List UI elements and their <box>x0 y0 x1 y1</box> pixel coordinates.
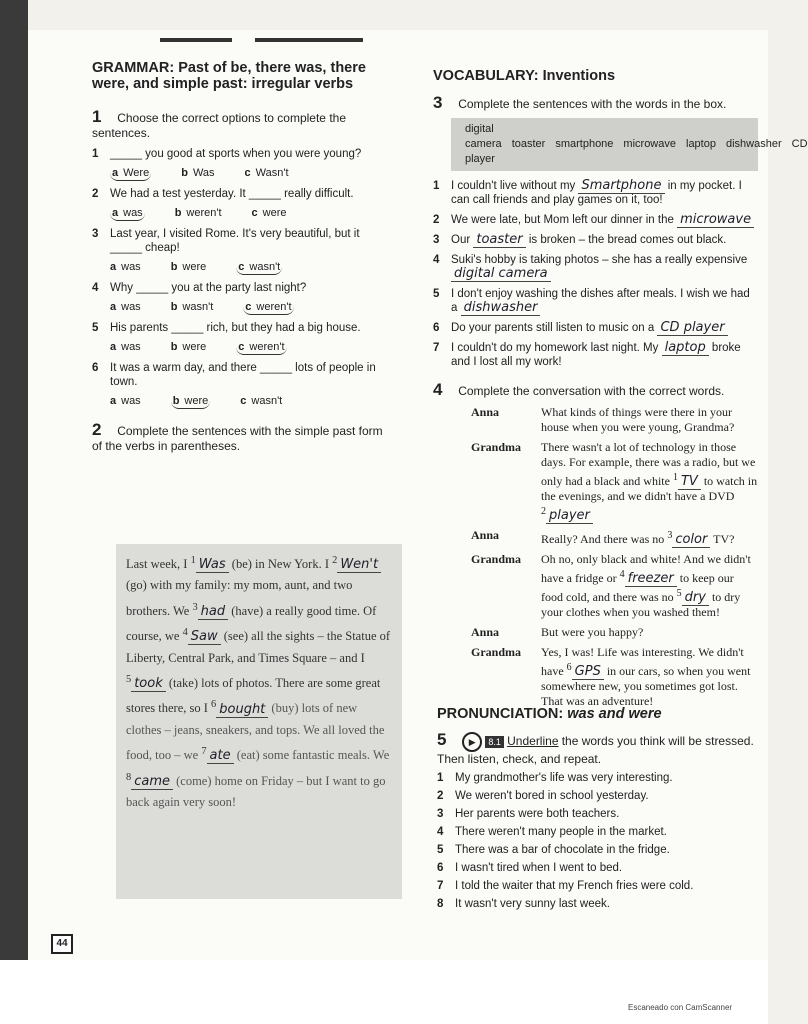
question <box>433 179 758 207</box>
option-a <box>110 206 145 221</box>
question-text: His parents _____ rich, but they had a big house. <box>110 322 361 334</box>
question <box>433 321 758 335</box>
option-letter: b <box>170 261 178 273</box>
question-number: 4 <box>433 254 440 266</box>
question-text: We were late, but Mom left our dinner in the <box>451 214 674 226</box>
pronunciation-title: PRONUNCIATION: was and were <box>437 706 662 722</box>
option-letter: c <box>245 301 252 313</box>
exercise-1: 1 Choose the correct options to complete the sentences. <box>92 107 346 140</box>
option-letter: a <box>110 395 117 407</box>
option-c <box>252 206 287 221</box>
option-letter: b <box>172 395 180 407</box>
question-number: 1 <box>433 180 440 192</box>
exercise-3-items <box>433 179 758 369</box>
question-number: 2 <box>92 188 99 200</box>
word-box-item: dishwasher <box>725 138 782 150</box>
question <box>92 281 392 295</box>
question-number: 6 <box>433 322 440 334</box>
audio-track: 8.1 <box>485 736 504 748</box>
conversation-line <box>471 528 758 547</box>
question <box>92 321 392 335</box>
grammar-section <box>92 60 392 454</box>
option-a <box>110 166 151 181</box>
question <box>433 233 758 247</box>
speaker: Grandma <box>471 440 522 454</box>
option-text: wasn't <box>182 301 214 313</box>
handwritten-answer: TV <box>678 474 701 490</box>
speaker: Grandma <box>471 645 522 659</box>
option-text: was <box>121 301 141 313</box>
handwritten-answer: CD player <box>657 320 727 336</box>
question-text: I couldn't live without my <box>451 180 576 192</box>
question <box>437 861 762 875</box>
conversation-line <box>471 405 758 435</box>
line-text-part: to watch in the evenings, and we didn't have a DVD <box>541 474 758 503</box>
option-text: weren't <box>256 301 292 313</box>
question <box>437 879 762 893</box>
option-letter: b <box>170 301 178 313</box>
blank-number: 3 <box>667 530 673 541</box>
question-text: There was a bar of chocolate in the fridge. <box>455 844 670 856</box>
option-c <box>236 260 282 275</box>
line-text <box>541 552 758 620</box>
exercise-4: 4 Complete the conversation with the correct words. <box>433 380 725 399</box>
question-number: 1 <box>437 772 444 784</box>
top-rule <box>160 38 232 42</box>
conversation <box>433 405 758 709</box>
blank-number: 6 <box>566 662 572 673</box>
question <box>92 361 392 389</box>
question-number: 4 <box>437 826 444 838</box>
option-text: weren't <box>186 207 222 219</box>
option-letter: b <box>170 341 178 353</box>
handwritten-answer: GPS <box>572 664 604 680</box>
question-text: It wasn't very sunny last week. <box>455 898 610 910</box>
question-text: It was a warm day, and there _____ lots of people in town. <box>110 362 376 388</box>
option-text: was <box>121 261 141 273</box>
blank-number: 2 <box>541 506 546 517</box>
option-text: Wasn't <box>255 167 289 179</box>
exercise-2-text: Last week, I $^1$ Was (be) in New York. I $^2$ Wen't (go) with my family: my mom, aunt, and two brothers. We $^3$ had (have) a really good time. Of course, we $^4$ Saw (see) all the sights – the Statue of Liberty, Central Park, and Times Square – and I $^5$ took (take) lots of photos. There are some great stores there, so I $^6$ bought (buy) lots of new clothes – jeans, sneakers, and tops. We all loved the food, too – we $^7$ ate (eat) some fantastic meals. We $^8$ came (come) home on Friday – but I want to go back again very soon! <box>116 544 402 899</box>
question-text: I told the waiter that my French fries were cold. <box>455 880 694 892</box>
word-box-item: digital camera <box>465 123 502 150</box>
option-b <box>171 300 214 315</box>
option-letter: b <box>181 167 188 179</box>
exercise-3: 3 Complete the sentences with the words in the box. <box>433 93 727 112</box>
question <box>433 287 758 315</box>
option-text: Were <box>123 167 150 179</box>
option-letter: a <box>110 301 117 313</box>
word-box-item: laptop <box>686 138 716 150</box>
option-letter: a <box>110 261 117 273</box>
option-c <box>240 394 282 409</box>
speaker: Anna <box>471 528 500 542</box>
exercise-5: 5 ▶ 8.1 Underline the words you think will be stressed. Then listen, check, and repeat. <box>437 730 754 766</box>
question-text: is broken – the bread comes out black. <box>528 234 727 246</box>
blank-number: 4 <box>619 569 625 580</box>
question-number: 3 <box>437 808 444 820</box>
scanner-label: Escaneado con CamScanner <box>628 1003 733 1012</box>
question-text: Last year, I visited Rome. It's very beautiful, but it _____ cheap! <box>110 228 360 254</box>
exercise-5-items <box>437 771 762 911</box>
line-text-part: What kinds of things were there in your house when you were young, Grandma? <box>541 405 735 434</box>
option-text: were <box>262 207 287 219</box>
handwritten-answer: dry <box>682 590 709 606</box>
exercise-2: 2 Complete the sentences with the simple past form of the verbs in parentheses. <box>92 420 383 453</box>
conversation-line <box>471 552 758 620</box>
options <box>92 166 392 181</box>
question-text: We had a test yesterday. It _____ really difficult. <box>110 188 354 200</box>
answer-8: came <box>131 774 173 790</box>
line-text <box>541 528 734 547</box>
line-text <box>541 625 643 640</box>
option-text: was <box>121 341 141 353</box>
word-box-item: toaster <box>511 138 546 150</box>
option-a <box>110 260 141 275</box>
option-letter: c <box>251 207 258 219</box>
option-c <box>236 340 286 355</box>
question-text: in my pocket. I can call friends and play games on it, too! <box>451 180 742 206</box>
option-text: were <box>182 261 207 273</box>
line-text-part: But were you happy? <box>541 625 644 639</box>
option-text: were <box>182 341 207 353</box>
audio-play-icon[interactable]: ▶ <box>462 732 482 752</box>
vocabulary-section <box>433 68 808 709</box>
question-text: I wasn't tired when I went to bed. <box>455 862 623 874</box>
options <box>92 340 392 355</box>
option-text: Was <box>192 167 215 179</box>
line-text <box>541 645 758 709</box>
option-a <box>110 300 141 315</box>
option-b <box>171 340 207 355</box>
speaker: Anna <box>471 405 500 419</box>
line-text-part: Really? And there was no <box>541 532 665 546</box>
word-box-item: CD player <box>465 138 808 165</box>
option-c <box>243 300 293 315</box>
question-number: 5 <box>437 844 444 856</box>
question-text: I couldn't do my homework last night. My <box>451 342 659 354</box>
answer-5: took <box>131 676 166 692</box>
blank-number: 5 <box>676 588 682 599</box>
handwritten-answer: microwave <box>677 212 754 228</box>
question <box>92 227 392 255</box>
question <box>437 825 762 839</box>
option-text: weren't <box>249 341 285 353</box>
handwritten-answer: toaster <box>473 232 525 248</box>
answer-7: ate <box>207 748 234 764</box>
line-text-part: Oh no, only black and white! And we didn't have a fridge or <box>541 552 751 585</box>
question-text: _____ you good at sports when you were young? <box>110 148 362 160</box>
question-number: 8 <box>437 898 444 910</box>
question-number: 7 <box>437 880 444 892</box>
question-text: Her parents were both teachers. <box>455 808 620 820</box>
speaker: Anna <box>471 625 500 639</box>
word-box-item: microwave <box>623 138 676 150</box>
answer-6: bought <box>216 702 268 718</box>
option-text: were <box>184 395 209 407</box>
question-text: Why _____ you at the party last night? <box>110 282 307 294</box>
conversation-line <box>471 625 758 640</box>
pronunciation-section <box>437 706 762 911</box>
line-text <box>541 405 758 435</box>
question-number: 2 <box>437 790 444 802</box>
options <box>92 300 392 315</box>
options <box>92 394 392 409</box>
option-letter: c <box>240 395 247 407</box>
options <box>92 260 392 275</box>
speaker: Grandma <box>471 552 522 566</box>
conversation-line <box>471 440 758 523</box>
question <box>437 807 762 821</box>
option-letter: c <box>238 261 245 273</box>
question-text: Suki's hobby is taking photos – she has a really expensive <box>451 254 748 266</box>
handwritten-answer: freezer <box>625 571 677 587</box>
question-number: 7 <box>433 342 440 354</box>
option-b <box>175 206 222 221</box>
question-number: 3 <box>433 234 440 246</box>
answer-1: Was <box>196 557 229 573</box>
word-box <box>451 118 808 171</box>
options <box>92 206 392 221</box>
question-number: 1 <box>92 148 99 160</box>
option-letter: c <box>244 167 251 179</box>
line-text-part: to keep our food cold, and there was no <box>541 571 734 604</box>
option-b <box>171 394 211 409</box>
question-number: 5 <box>433 288 440 300</box>
question <box>437 843 762 857</box>
option-letter: c <box>238 341 245 353</box>
blank-number: 1 <box>672 472 678 483</box>
option-b <box>181 166 214 181</box>
option-a <box>110 340 141 355</box>
question <box>433 341 758 369</box>
line-text <box>541 440 758 523</box>
option-letter: a <box>112 207 119 219</box>
question <box>437 771 762 785</box>
question-text: My grandmother's life was very interesting. <box>455 772 673 784</box>
line-text-part: in our cars, so when you went somewhere new, you sometimes got lost. That was an adventure! <box>541 664 751 708</box>
grammar-title: GRAMMAR: Past of be, there was, there were, and simple past: irregular verbs <box>92 60 366 92</box>
line-text-part: TV? <box>713 532 735 546</box>
handwritten-answer: player <box>546 508 593 524</box>
question-text: I don't enjoy washing the dishes after meals. I wish we had a <box>451 288 750 314</box>
option-text: wasn't <box>251 395 283 407</box>
option-a <box>110 394 141 409</box>
question-number: 2 <box>433 214 440 226</box>
question <box>92 187 392 201</box>
handwritten-answer: digital camera <box>451 266 551 282</box>
option-b <box>171 260 207 275</box>
handwritten-answer: laptop <box>662 340 709 356</box>
line-text-part: There wasn't a lot of technology in those days. For example, there was a radio, but we only had a black and white <box>541 440 756 488</box>
handwritten-answer: dishwasher <box>461 300 541 316</box>
page-number: 44 <box>51 934 73 954</box>
vocabulary-title: VOCABULARY: Inventions <box>433 68 616 84</box>
option-text: was <box>123 207 143 219</box>
question <box>437 789 762 803</box>
question-text: Do your parents still listen to music on a <box>451 322 655 334</box>
top-rule <box>255 38 363 42</box>
question <box>433 253 758 281</box>
option-text: was <box>121 395 141 407</box>
word-box-item: smartphone <box>555 138 614 150</box>
option-c <box>245 166 289 181</box>
footer-band <box>0 960 768 1024</box>
question <box>437 897 762 911</box>
question-text: broke and I lost all my work! <box>451 342 741 368</box>
question-number: 4 <box>92 282 99 294</box>
option-text: wasn't <box>249 261 281 273</box>
question-number: 6 <box>437 862 444 874</box>
line-text-part: to dry your clothes when you washed them! <box>541 590 741 619</box>
option-letter: a <box>110 341 117 353</box>
book-spine <box>0 0 28 960</box>
answer-3: had <box>198 604 228 620</box>
question-number: 5 <box>92 322 99 334</box>
question-text: We weren't bored in school yesterday. <box>455 790 649 802</box>
exercise-1-items <box>92 147 392 409</box>
handwritten-answer: color <box>672 532 710 548</box>
question-text: Our <box>451 234 471 246</box>
option-letter: a <box>112 167 119 179</box>
question <box>433 213 758 227</box>
question-number: 6 <box>92 362 99 374</box>
question <box>92 147 392 161</box>
answer-2: Wen't <box>337 557 381 573</box>
conversation-line <box>471 645 758 709</box>
option-letter: b <box>174 207 182 219</box>
handwritten-answer: Smartphone <box>578 178 664 194</box>
question-text: There weren't many people in the market. <box>455 826 667 838</box>
question-number: 3 <box>92 228 99 240</box>
line-text-part: Yes, I was! Life was interesting. We didn't have <box>541 645 744 678</box>
answer-4: Saw <box>188 629 221 645</box>
